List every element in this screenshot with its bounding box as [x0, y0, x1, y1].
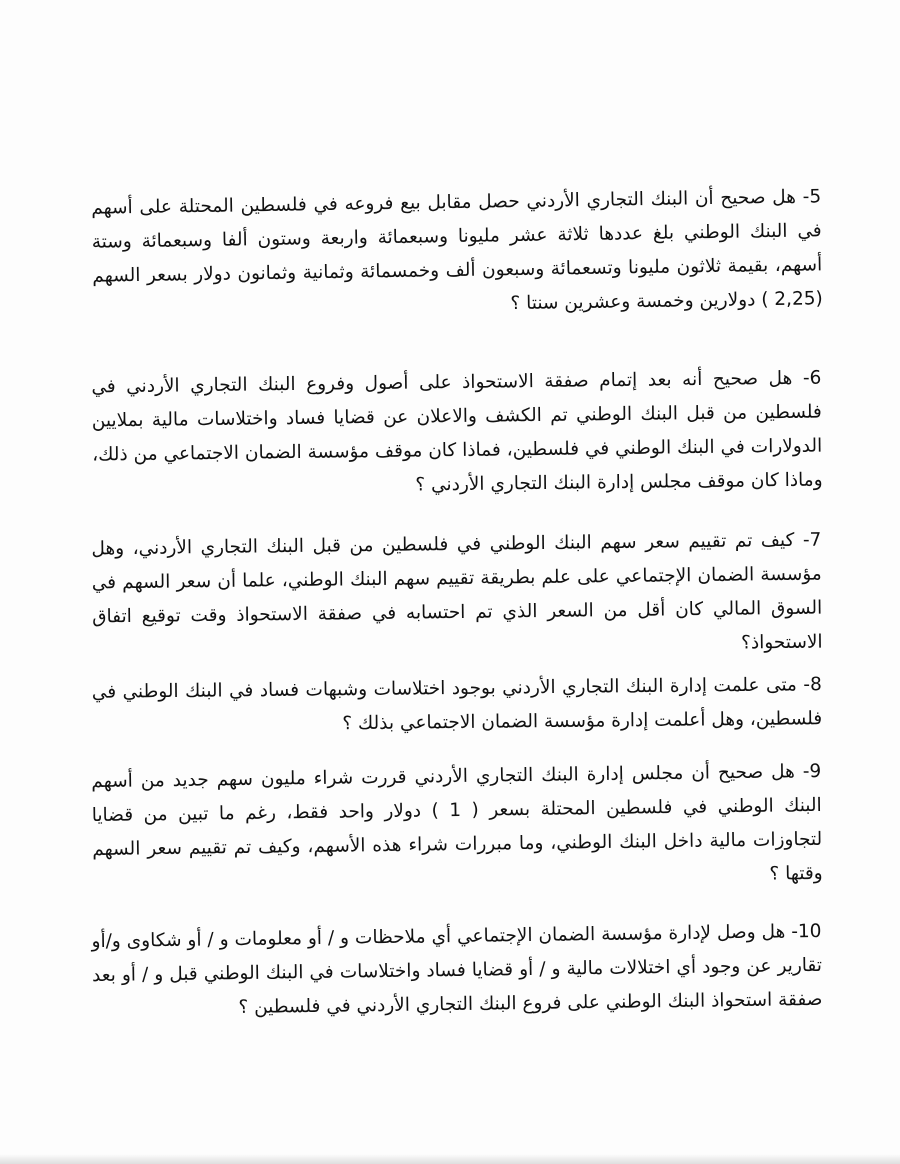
question-10 [91, 915, 822, 1027]
question-7 [91, 524, 823, 669]
question-8-text: 8- متى علمت إدارة البنك التجاري الأردني بوجود اختلاسات وشبهات فساد في البنك الوطني في فلسطين، وهل أعلمت إدارة مؤسسة الضمان الاجتماعي بذلك ؟ [91, 674, 823, 735]
question-8 [92, 668, 823, 744]
question-5 [91, 180, 823, 327]
question-6-text: 6- هل صحيح أنه بعد إتمام صفقة الاستحواذ على أصول وفروع البنك التجاري الأردني في فلسطين من قبل البنك الوطني تم الكشف والاعلان عن قضايا فساد واختلاسات مالية بملايين الدولارات في البنك الوطني في فلسطين، فماذا كان موقف مؤسسة الضمان الاجتماعي من ذلك، وماذا كان موقف مجلس إدارة البنك التجاري الأردني ؟ [91, 367, 823, 496]
question-5-text: 5- هل صحيح أن البنك التجاري الأردني حصل مقابل بيع فروعه في فلسطين المحتلة على أسهم في البنك الوطني بلغ عددها ثلاثة عشر مليونا وسبعمائة واربعة وستون ألفا وسبعمائة وستة أسهم، بقيمة ثلاثون مليونا وتسعمائة وسبعون ألف وخمسمائة وثمانية وثمانون دولار بسعر السهم (2,25 ) دولارين وخمسة وعشرين سنتا ؟ [91, 186, 823, 315]
question-6 [91, 362, 823, 507]
scan-bottom-edge [0, 1154, 900, 1164]
question-9-text: 9- هل صحيح أن مجلس إدارة البنك التجاري الأردني قررت شراء مليون سهم جديد من أسهم البنك الوطني في فلسطين المحتلة بسعر ( 1 ) دولار واحد فقط، رغم ما تبين من قضايا لتجاوزات مالية داخل البنك الوطني، وما مبررات شراء هذه الأسهم، وكيف تم تقييم سعر السهم وقتها ؟ [91, 760, 823, 885]
question-7-text: 7- كيف تم تقييم سعر سهم البنك الوطني في فلسطين من قبل البنك التجاري الأردني، وهل مؤسسة الضمان الإجتماعي على علم بطريقة تقييم سهم البنك الوطني، علما أن سعر السهم في السوق المالي كان أقل من السعر الذي تم احتسابه في صفقة الاستحواذ وقت توقيع اتفاق الاستحواذ؟ [91, 529, 823, 654]
question-10-text: 10- هل وصل لإدارة مؤسسة الضمان الإجتماعي أي ملاحظات و / أو معلومات و / أو شكاوى و/أو تقارير عن وجود أي اختلالات مالية و / أو قضايا فساد واختلاسات في البنك الوطني قبل و / أو بعد صفقة استحواذ البنك الوطني على فروع البنك التجاري الأردني في فلسطين ؟ [91, 920, 823, 1019]
question-9 [91, 755, 823, 901]
